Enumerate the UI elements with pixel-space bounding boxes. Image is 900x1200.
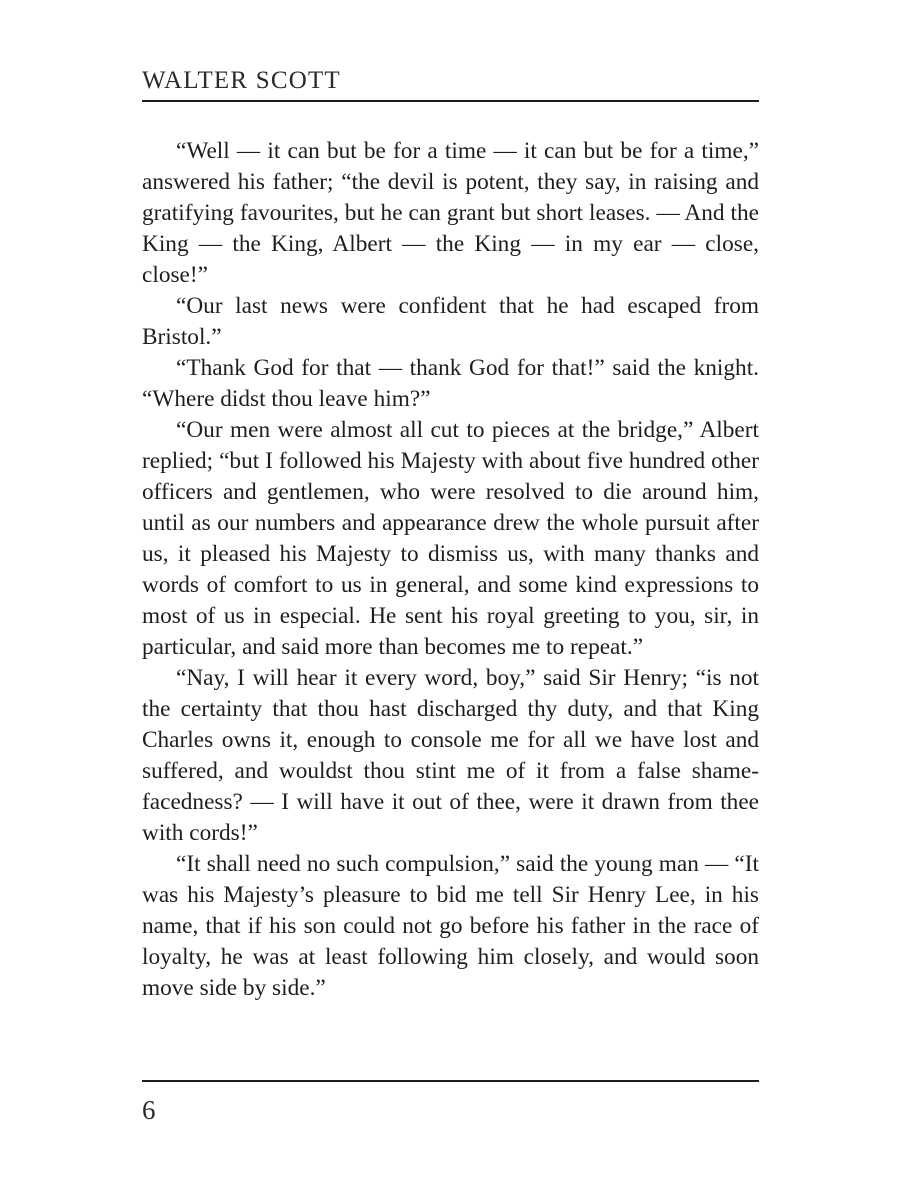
paragraph: “Well — it can but be for a time — it can but be for a time,” answered his father; “the devil is potent, they say, in raising and gratifying favourites, but he can grant but short leases. — And the King — the King, Albert — the King — in my ear — close, close!”	[142, 138, 759, 288]
paragraph: “Nay, I will hear it every word, boy,” said Sir Henry; “is not the certainty that thou hast discharged thy duty, and that King Charles owns it, enough to console me for all we have lost and suffered, and wouldst thou stint me of it from a false shame-facedness? — I will have it out of thee, were it drawn from thee with cords!”	[142, 665, 759, 846]
paragraph: “It shall need no such compulsion,” said the young man — “It was his Majesty’s pleasure to bid me tell Sir Henry Lee, in his name, that if his son could not go before his father in the race of loyalty, he was at least following him closely, and would soon move side by side.”	[142, 851, 759, 1001]
page-number: 6	[142, 1095, 156, 1125]
paragraph: “Our men were almost all cut to pieces at the bridge,” Albert replied; “but I followed his Majesty with about five hundred other officers and gentlemen, who were resolved to die around him, until as our numbers and appearance drew the whole pursuit after us, it pleased his Majesty to dismiss us, with many thanks and words of comfort to us in general, and some kind expressions to most of us in especial. He sent his royal greeting to you, sir, in particular, and said more than becomes me to repeat.”	[142, 417, 759, 660]
paragraph: “Thank God for that — thank God for that!” said the knight. “Where didst thou leave him?”	[142, 355, 759, 412]
text-block	[142, 136, 759, 1004]
header-rule	[142, 100, 759, 102]
paragraph: “Our last news were confident that he had escaped from Bristol.”	[142, 293, 759, 350]
footer-rule	[142, 1080, 759, 1082]
running-head: WALTER SCOTT	[142, 67, 341, 94]
